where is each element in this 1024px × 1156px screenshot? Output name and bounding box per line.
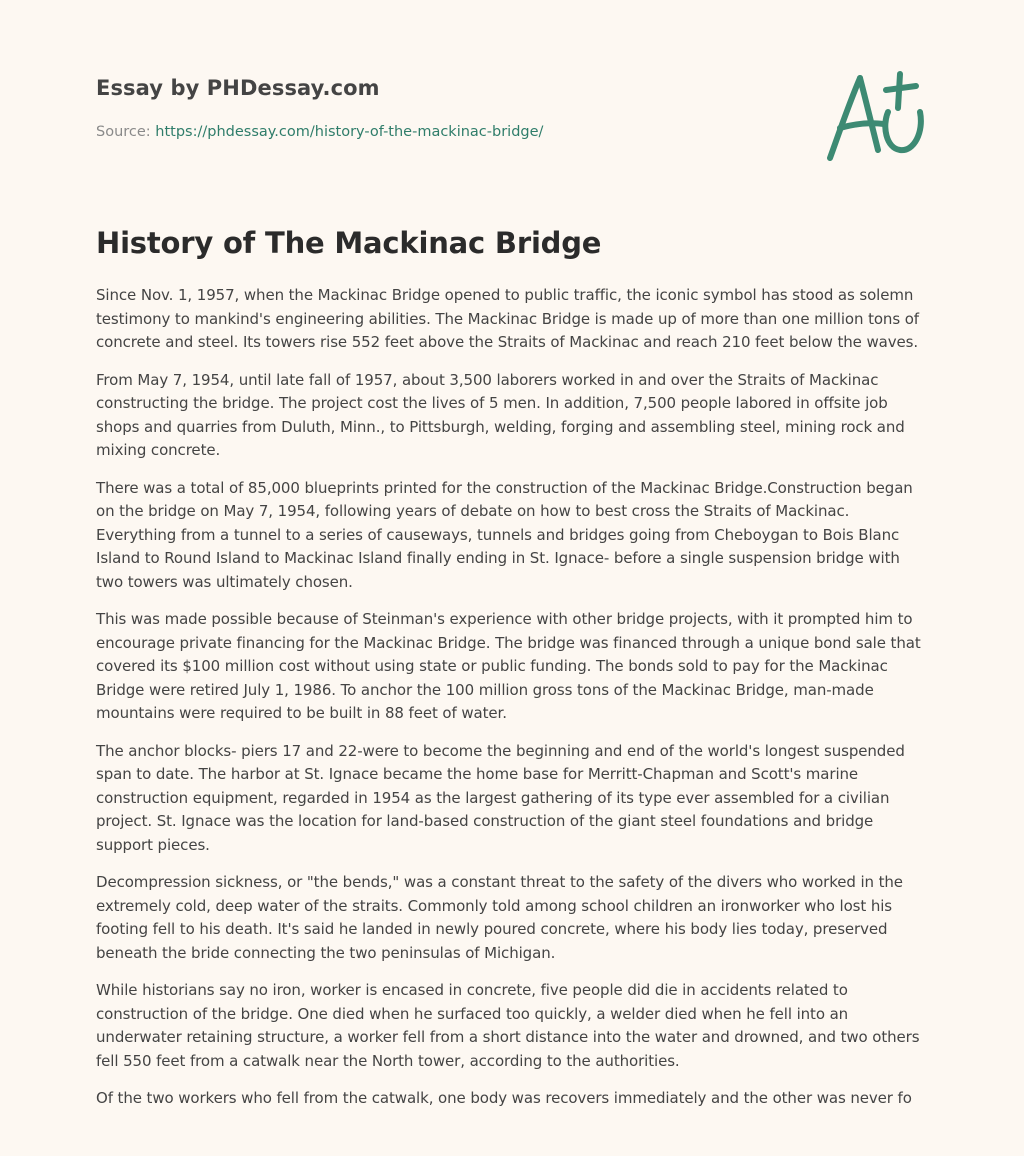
essay-paragraph: Decompression sickness, or "the bends," was a constant threat to the safety of the divers who worked in the extremely cold, deep water of the straits. Commonly told among school children an ironworker who lost his footing fell to his death. It's said he landed in newly poured concrete, where his body lies today, preserved beneath the bride connecting the two peninsulas of Michigan.	[96, 873, 903, 962]
essay-title: History of The Mackinac Bridge	[96, 226, 602, 260]
essay-paragraph: There was a total of 85,000 blueprints printed for the construction of the Mackinac Bridge.Construction began on the bridge on May 7, 1954, following years of debate on how to best cross the Straits of Mackinac. Everything from a tunnel to a series of causeways, tunnels and bridges going from Cheboygan to Bois Blanc Island to Round Island to Mackinac Island finally ending in St. Ignace- before a single suspension bridge with two towers was ultimately chosen.	[96, 478, 913, 591]
essay-body	[96, 284, 928, 1125]
source-label: Source:	[96, 124, 151, 140]
essay-paragraph: From May 7, 1954, until late fall of 1957, about 3,500 laborers worked in and over the Straits of Mackinac constructing the bridge. The project cost the lives of 5 men. In addition, 7,500 people labored in offsite job shops and quarries from Duluth, Minn., to Pittsburgh, welding, forging and assembling steel, mining rock and mixing concrete.	[96, 370, 905, 459]
essay-paragraph: This was made possible because of Steinman's experience with other bridge projects, with it prompted him to encourage private financing for the Mackinac Bridge. The bridge was financed through a unique bond sale that covered its $100 million cost without using state or public funding. The bonds sold to pay for the Mackinac Bridge were retired July 1, 1986. To anchor the 100 million gross tons of the Mackinac Bridge, man-made mountains were required to be built in 88 feet of water.	[96, 610, 921, 722]
site-title: Essay by PHDessay.com	[96, 76, 380, 100]
a-plus-icon	[820, 66, 930, 166]
essay-paragraph: Of the two workers who fell from the catwalk, one body was recovers immediately and the other was never fo	[96, 1089, 912, 1107]
source-link[interactable]: https://phdessay.com/history-of-the-mackinac-bridge/	[155, 124, 544, 140]
essay-paragraph: Since Nov. 1, 1957, when the Mackinac Bridge opened to public traffic, the iconic symbol has stood as solemn testimony to mankind's engineering abilities. The Mackinac Bridge is made up of more than one million tons of concrete and steel. Its towers rise 552 feet above the Straits of Mackinac and reach 210 feet below the waves.	[96, 286, 919, 351]
source-line	[96, 124, 543, 140]
essay-paragraph: The anchor blocks- piers 17 and 22-were to become the beginning and end of the world's longest suspended span to date. The harbor at St. Ignace became the home base for Merritt-Chapman and Scott's marine construction equipment, regarded in 1954 as the largest gathering of its type ever assembled for a civilian project. St. Ignace was the location for land-based construction of the giant steel foundations and bridge support pieces.	[96, 741, 905, 854]
essay-paragraph: While historians say no iron, worker is encased in concrete, five people did die in accidents related to construction of the bridge. One died when he surfaced too quickly, a welder died when he fell into an underwater retaining structure, a worker fell from a short distance into the water and drowned, and two others fell 550 feet from a catwalk near the North tower, according to the authorities.	[96, 981, 920, 1070]
